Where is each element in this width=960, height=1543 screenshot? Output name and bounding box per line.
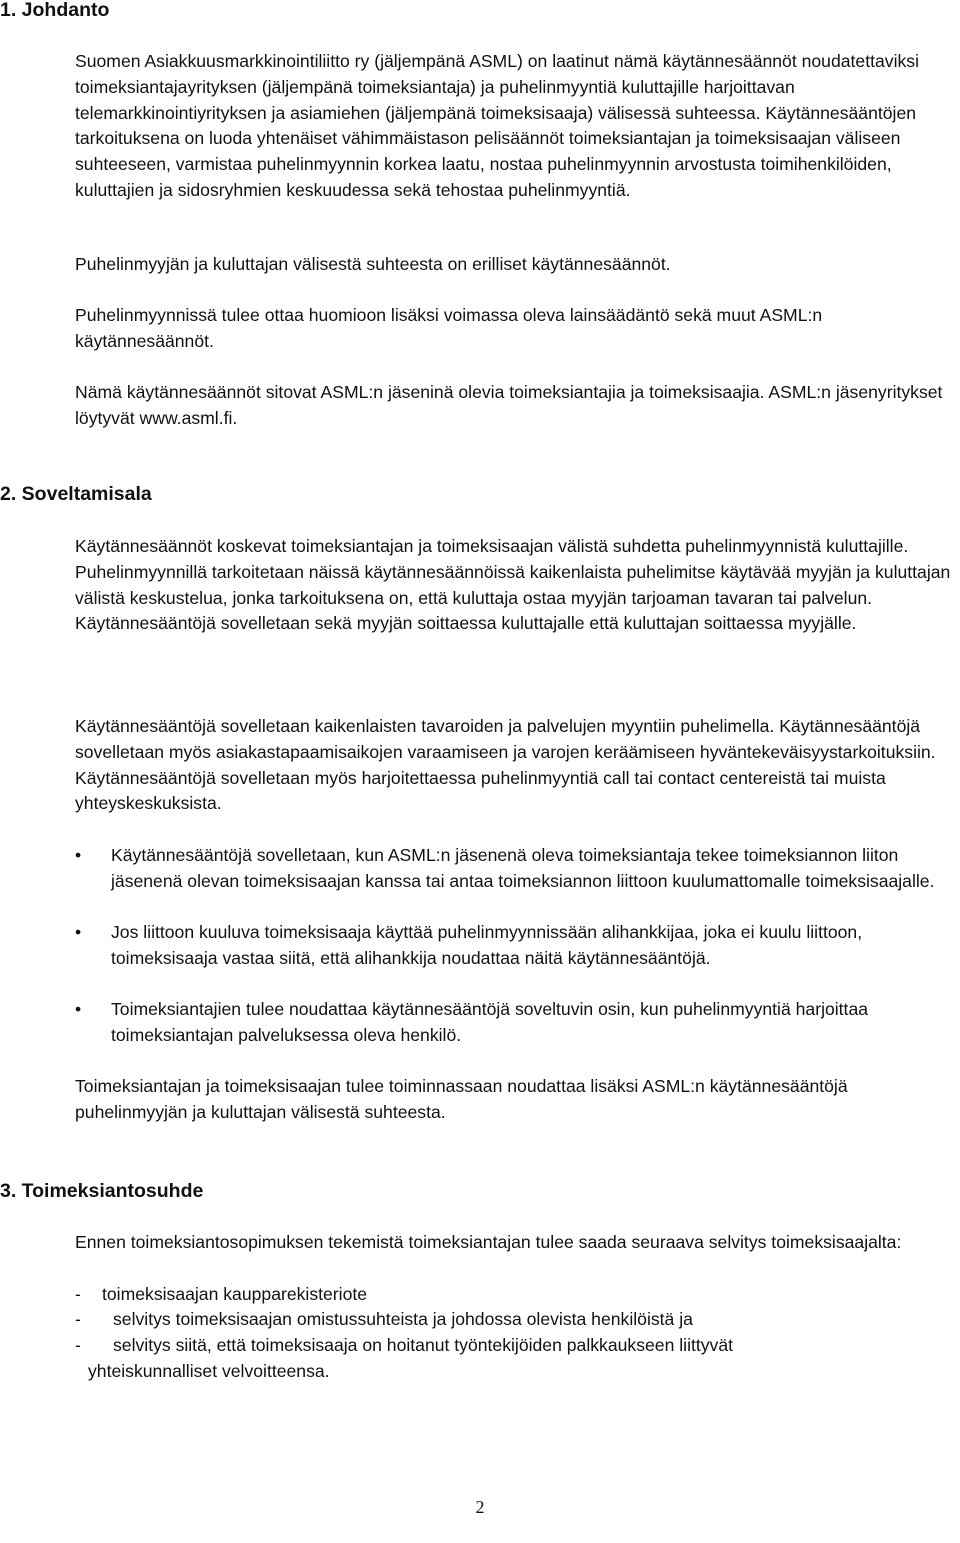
list-item [75, 997, 955, 1049]
list-item [75, 920, 955, 972]
list-item-text: toimeksisaajan kaupparekisteriote [102, 1284, 368, 1304]
list-item-text: selvitys toimeksisaajan omistussuhteista ja johdossa olevista henkilöistä ja [113, 1309, 693, 1329]
dash-marker: - [75, 1309, 81, 1329]
list-item [75, 1333, 955, 1359]
paragraph-contract-intro: Ennen toimeksiantosopimuksen tekemistä toimeksiantajan tulee saada seuraava selvitys toimeksisaajalta: [75, 1232, 902, 1252]
section-heading-soveltamisala: 2. Soveltamisala [0, 483, 152, 505]
list-item [75, 1307, 955, 1333]
paragraph-legislation: Puhelinmyynnissä tulee ottaa huomioon lisäksi voimassa oleva lainsäädäntö sekä muut ASML:n käytännesäännöt. [75, 305, 823, 351]
bullet-text: Jos liittoon kuuluva toimeksisaaja käyttää puhelinmyynnissään alihankkijaa, joka ei kuulu liittoon, toimeksisaaja vastaa siitä, että alihankkija noudattaa näitä käytännesääntöjä. [111, 922, 863, 968]
paragraph-intro: Suomen Asiakkuusmarkkinointiliitto ry (jäljempänä ASML) on laatinut nämä käytännesäännöt noudatettaviksi toimeksiantajayrityksen (jäljempänä toimeksiantaja) ja puhelinmyyntiä kuluttajille harjoittavan telemarkkinointiyrityksen ja asiamiehen (jäljempänä toimeksisaaja) välisessä suhteessa. Käytännesääntöjen tarkoituksena on luoda yhtenäiset vähimmäistason pelisäännöt toimeksiantajan ja toimeksisaajan väliseen suhteeseen, varmistaa puhelinmyynnin korkea laatu, nostaa puhelinmyynnin arvostusta toimihenkilöiden, kuluttajien ja sidosryhmien keskuudessa sekä tehostaa puhelinmyyntiä. [75, 51, 919, 200]
bullet-text: Toimeksiantajien tulee noudattaa käytännesääntöjä soveltuvin osin, kun puhelinmyyntiä harjoittaa toimeksiantajan palveluksessa oleva henkilö. [111, 999, 869, 1045]
dash-marker: - [75, 1284, 81, 1304]
paragraph-separate-rules: Puhelinmyyjän ja kuluttajan välisestä suhteesta on erilliset käytännesäännöt. [75, 254, 671, 274]
bullet-icon: • [75, 845, 82, 865]
list-item-continuation: yhteiskunnalliset velvoitteensa. [88, 1361, 330, 1381]
bullet-text: Käytännesääntöjä sovelletaan, kun ASML:n jäsenenä oleva toimeksiantaja tekee toimeksiannon liiton jäsenenä olevan toimeksisaajan kanssa tai antaa toimeksiannon liittoon kuulumattomalle toimeksisaajalle. [111, 845, 935, 891]
section-heading-toimeksiantosuhde: 3. Toimeksiantosuhde [0, 1180, 204, 1202]
dash-marker: - [75, 1335, 81, 1355]
list-item [75, 1282, 955, 1308]
paragraph-application: Käytännesääntöjä sovelletaan kaikenlaisten tavaroiden ja palvelujen myyntiin puhelimella. Käytännesääntöjä sovelletaan myös asiakastapaamisaikojen varaamiseen ja varojen keräämiseen hyväntekeväisyystarkoituksiin. Käytännesääntöjä sovelletaan myös harjoitettaessa puhelinmyyntiä call tai contact centereistä tai muista yhteyskeskuksista. [75, 716, 936, 814]
list-item [75, 843, 955, 895]
paragraph-scope: Käytännesäännöt koskevat toimeksiantajan ja toimeksisaajan välistä suhdetta puhelinmyynnistä kuluttajille. Puhelinmyynnillä tarkoitetaan näissä käytännesäännöissä kaikenlaista puhelimitse käytävää myyjän ja kuluttajan välistä keskustelua, jonka tarkoituksena on, että kuluttaja ostaa myyjän tarjoaman tavaran tai palvelun. Käytännesääntöjä sovelletaan sekä myyjän soittaessa kuluttajalle että kuluttajan soittaessa myyjälle. [75, 536, 951, 634]
bullet-icon: • [75, 999, 82, 1019]
paragraph-binding-members: Nämä käytännesäännöt sitovat ASML:n jäseninä olevia toimeksiantajia ja toimeksisaajia. ASML:n jäsenyritykset löytyvät www.asml.fi. [75, 382, 943, 428]
page-number: 2 [475, 1497, 485, 1517]
list-item-text: selvitys siitä, että toimeksisaaja on hoitanut työntekijöiden palkkaukseen liittyvät [113, 1335, 734, 1355]
bullet-icon: • [75, 922, 82, 942]
paragraph-closing: Toimeksiantajan ja toimeksisaajan tulee toiminnassaan noudattaa lisäksi ASML:n käytännesääntöjä puhelinmyyjän ja kuluttajan välisestä suhteesta. [75, 1076, 848, 1122]
section-heading-johdanto: 1. Johdanto [0, 0, 110, 21]
